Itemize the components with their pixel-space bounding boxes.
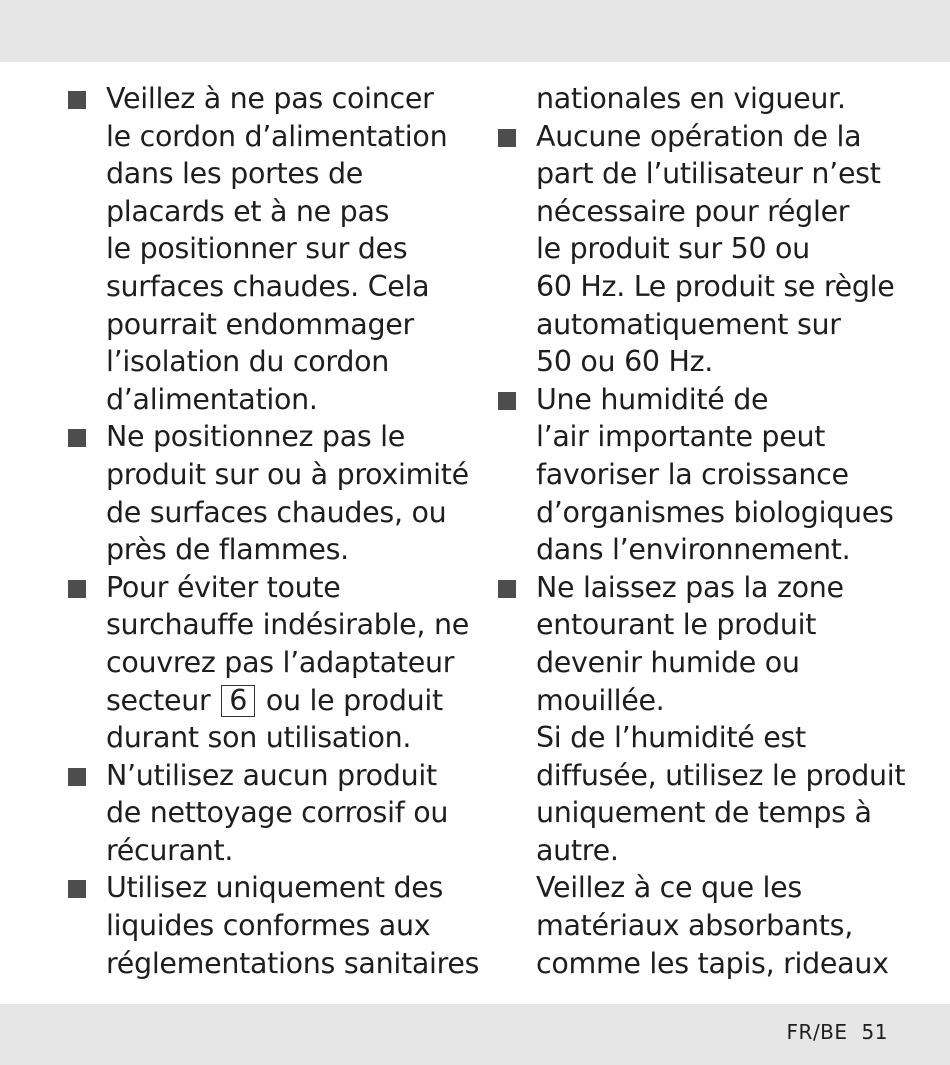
text-line: le cordon d’alimentation [106,119,448,153]
page-number: 51 [861,1020,888,1044]
bullet-item [66,869,480,982]
text-line: Pour éviter toute [106,570,341,604]
text-line: liquides conformes aux [106,909,431,943]
text-line: comme les tapis, rideaux [536,946,889,980]
text-line: nécessaire pour régler [536,194,850,228]
page-footer [787,1020,888,1044]
bullet-item [66,80,466,418]
text-line: uniquement de temps à [536,796,872,830]
text-line: l’air importante peut [536,420,826,454]
text-line: couvrez pas l’adaptateur [106,645,455,679]
bullet-item [66,757,466,870]
text-line-with-reference [106,682,466,720]
text-line: dans l’environnement. [536,533,851,567]
text-line: diffusée, utilisez le produit [536,758,906,792]
text-line: Veillez à ne pas coincer [106,82,434,115]
text-line: près de flammes. [106,533,349,567]
text-line: Une humidité de [536,382,769,416]
text-line: pourrait endommager [106,307,414,341]
text-line: le produit sur 50 ou [536,232,810,266]
text-line: autre. [536,833,619,867]
header-band [0,0,950,62]
text-line: 50 ou 60 Hz. [536,345,714,379]
text-line: Aucune opération de la [536,119,862,153]
text-line: favoriser la croissance [536,457,849,491]
square-bullet-icon [68,768,86,786]
square-bullet-icon [68,580,86,598]
text-line: d’organismes biologiques [536,495,894,529]
language-code: FR/BE [786,1020,848,1044]
text-line: le positionner sur des [106,232,408,266]
right-column [496,80,916,982]
square-bullet-icon [68,91,86,109]
text-line: Ne laissez pas la zone [536,570,844,604]
text-line: mouillée. [536,683,665,717]
left-column [66,80,480,982]
text-line: Veillez à ce que les [536,871,802,905]
text-line: Utilisez uniquement des [106,871,444,905]
square-bullet-icon [498,129,516,147]
text-line: surchauffe indésirable, ne [106,608,469,642]
part-number-badge: 6 [221,685,255,717]
text-line: produit sur ou à proximité [106,457,469,491]
square-bullet-icon [498,392,516,410]
continuation-line: nationales en vigueur. [536,82,846,115]
bullet-item [66,569,469,757]
text-line: automatiquement sur [536,307,841,341]
bullet-item [66,418,469,568]
text-line: dans les portes de [106,157,363,191]
text-line: devenir humide ou [536,645,800,679]
text-line: matériaux absorbants, [536,909,853,943]
text-line: d’alimentation. [106,382,318,416]
ref-prefix: secteur [106,683,211,717]
text-line: Ne positionnez pas le [106,420,406,454]
text-line: durant son utilisation. [106,721,412,755]
text-line: l’isolation du cordon [106,345,390,379]
bullet-item [496,569,916,983]
text-line: N’utilisez aucun produit [106,758,437,792]
bullet-item [496,381,916,569]
text-line: Si de l’humidité est [536,721,806,755]
square-bullet-icon [498,580,516,598]
text-line: surfaces chaudes. Cela [106,269,430,303]
square-bullet-icon [68,429,86,447]
text-line: de nettoyage corrosif ou [106,796,449,830]
text-line: réglementations sanitaires [106,946,480,980]
text-line: 60 Hz. Le produit se règle [536,269,895,303]
bullet-item [496,118,916,381]
text-line: part de l’utilisateur n’est [536,157,881,191]
text-line: de surfaces chaudes, ou [106,495,447,529]
text-line: placards et à ne pas [106,194,390,228]
text-line: récurant. [106,833,234,867]
ref-suffix: ou le produit [265,683,443,717]
text-line: entourant le produit [536,608,817,642]
square-bullet-icon [68,880,86,898]
